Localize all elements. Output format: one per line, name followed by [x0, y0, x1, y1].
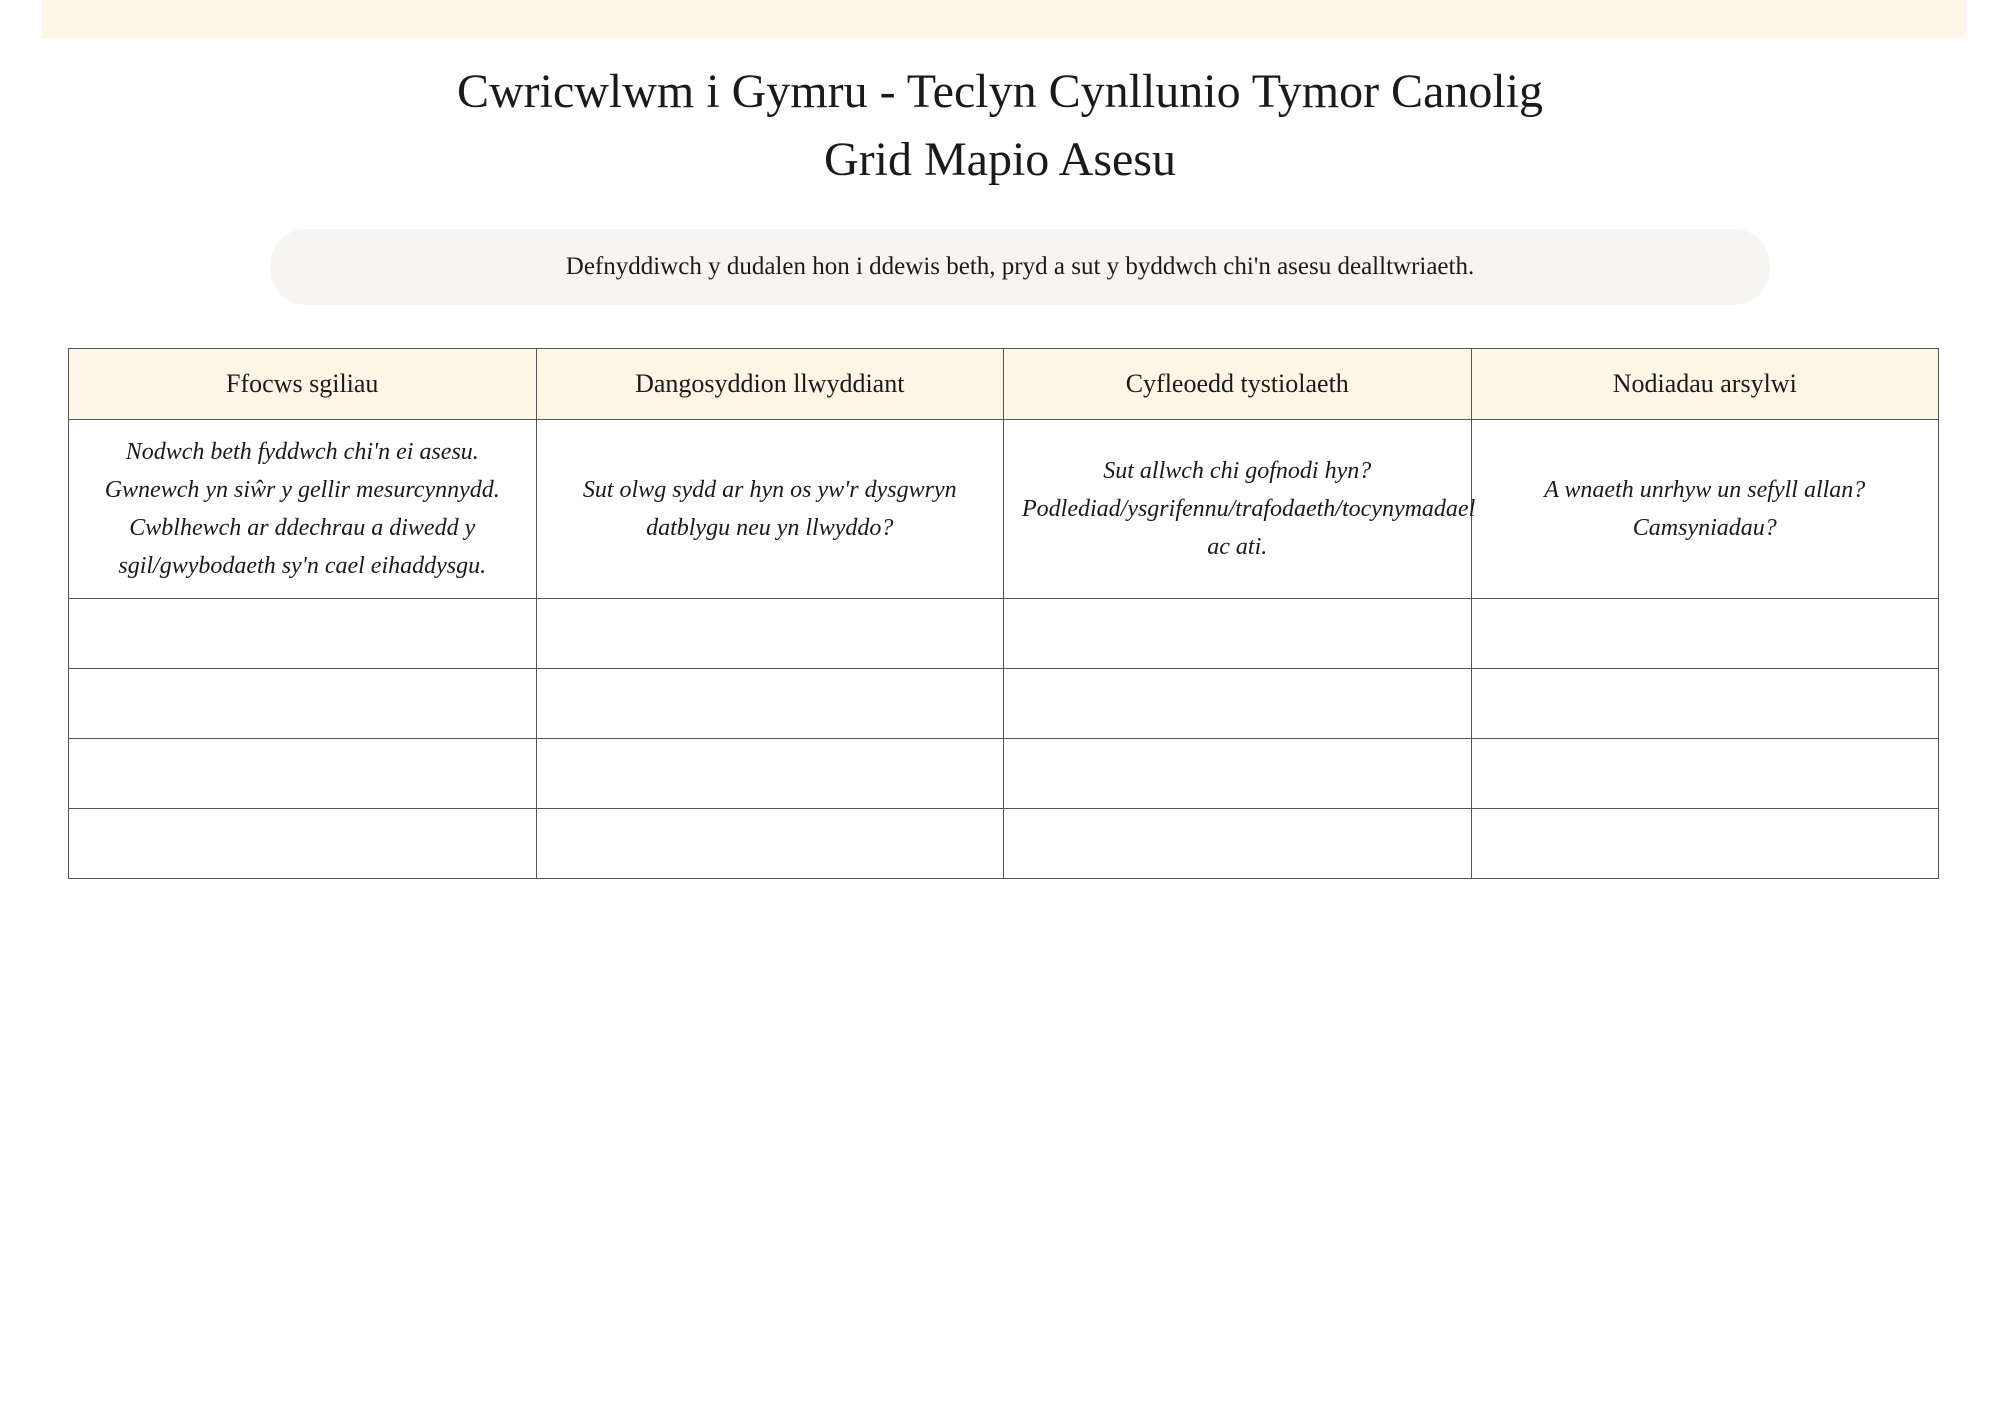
top-banner: [42, 0, 1966, 38]
table-cell[interactable]: [69, 809, 537, 879]
title-line-2: Grid Mapio Asesu: [824, 133, 1176, 186]
assessment-mapping-grid: [68, 348, 1939, 879]
table-cell[interactable]: [1004, 669, 1472, 739]
column-header-skills-focus: Ffocws sgiliau: [69, 349, 537, 420]
page-title: [0, 58, 2000, 194]
table-row: [69, 739, 1939, 809]
table-row: [69, 809, 1939, 879]
hint-skills-focus: Nodwch beth fyddwch chi'n ei asesu. Gwnewch yn siŵr y gellir mesurcynnydd. Cwblhewch ar ddechrau a diwedd y sgil/gwybodaeth sy'n cael eihaddysgu.: [69, 420, 537, 599]
title-line-1: Cwricwlwm i Gymru - Teclyn Cynllunio Tymor Canolig: [456, 65, 1544, 118]
instruction-text: Defnyddiwch y dudalen hon i ddewis beth, pryd a sut y byddwch chi'n asesu dealltwriaeth.: [565, 253, 1475, 280]
table-cell[interactable]: [536, 599, 1004, 669]
table-cell[interactable]: [1471, 739, 1939, 809]
column-header-observation-notes: Nodiadau arsylwi: [1471, 349, 1939, 420]
table-cell[interactable]: [536, 669, 1004, 739]
hint-observation-notes: A wnaeth unrhyw un sefyll allan? Camsyniadau?: [1471, 420, 1939, 599]
table-cell[interactable]: [1004, 739, 1472, 809]
table-cell[interactable]: [69, 599, 537, 669]
hint-evidence-opportunities: Sut allwch chi gofnodi hyn? Podlediad/ysgrifennu/trafodaeth/tocynymadael ac ati.: [1004, 420, 1472, 599]
table-cell[interactable]: [1471, 809, 1939, 879]
table-row: [69, 599, 1939, 669]
table-cell[interactable]: [536, 739, 1004, 809]
table-row: [69, 669, 1939, 739]
table-cell[interactable]: [1471, 669, 1939, 739]
column-header-evidence-opportunities: Cyfleoedd tystiolaeth: [1004, 349, 1472, 420]
column-header-success-indicators: Dangosyddion llwyddiant: [536, 349, 1004, 420]
hint-row: [69, 420, 1939, 599]
table-cell[interactable]: [1471, 599, 1939, 669]
table-cell[interactable]: [1004, 809, 1472, 879]
table-cell[interactable]: [1004, 599, 1472, 669]
table-cell[interactable]: [69, 669, 537, 739]
header-row: [69, 349, 1939, 420]
hint-success-indicators: Sut olwg sydd ar hyn os yw'r dysgwryn datblygu neu yn llwyddo?: [536, 420, 1004, 599]
instruction-box: [270, 229, 1770, 305]
table-cell[interactable]: [536, 809, 1004, 879]
table-cell[interactable]: [69, 739, 537, 809]
